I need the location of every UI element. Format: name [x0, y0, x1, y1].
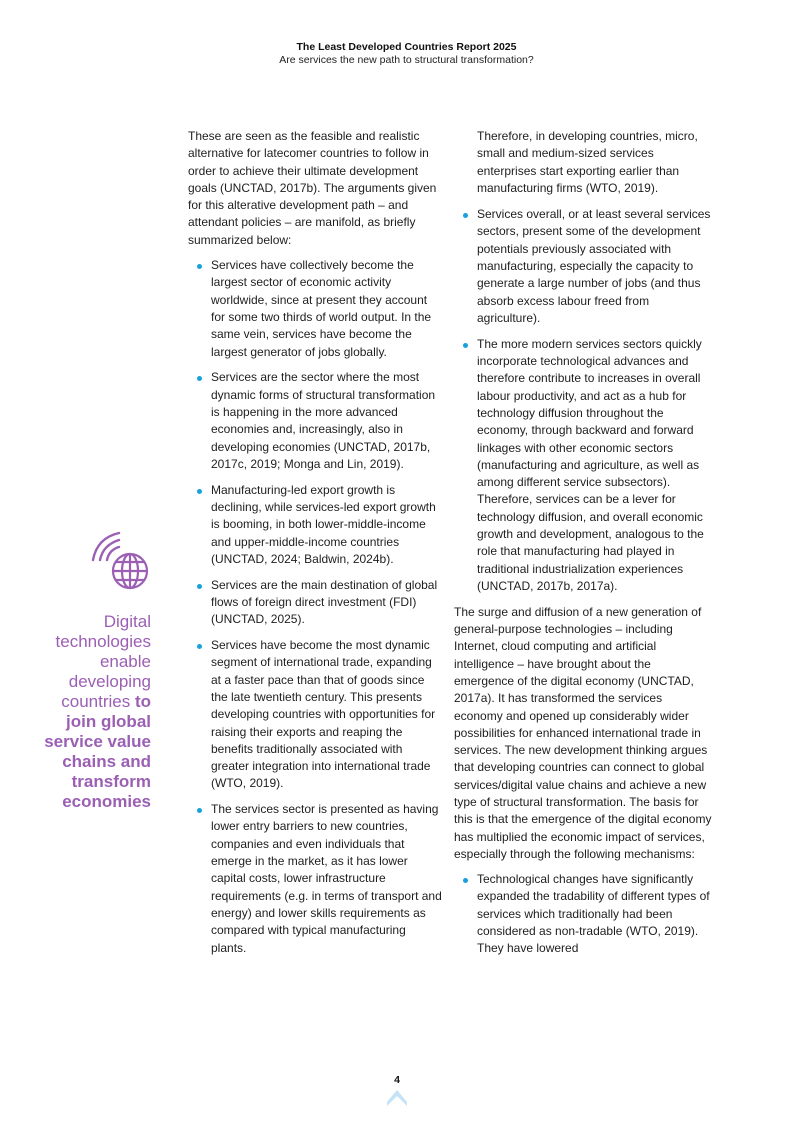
bullet-icon	[197, 489, 202, 494]
list-item	[188, 482, 443, 568]
list-item	[188, 577, 443, 629]
digital-economy-paragraph: The surge and diffusion of a new generation of general-purpose technologies – including Internet, cloud computing and artificial intelligence – have brought about the emergence of the digital economy (UNCTAD, 2017a). It has transformed the services economy and opened up considerably wider possibilities for enhanced international trade in services. The new development thinking argues that developing countries can connect to global services/digital value chains and achieve a new type of structural transformation. The basis for this is that the emergence of the digital economy has multiplied the economic impact of services, especially through the following mechanisms:	[454, 604, 712, 861]
list-item	[454, 336, 712, 595]
intro-paragraph: These are seen as the feasible and realistic alternative for latecomer countries to follow in order to achieve their ultimate development goals (UNCTAD, 2017b). The arguments given for this alterative development path – and attendant policies – are manifold, as briefly summarized below:	[188, 129, 437, 247]
callout-text	[40, 612, 151, 812]
list-item-text: Manufacturing-led export growth is declining, while services-led export growth is booming, in both lower-middle-income and upper-middle-income countries (UNCTAD, 2024; Baldwin, 2024b).	[211, 482, 436, 566]
bullet-icon	[197, 584, 202, 589]
bullet-icon	[197, 264, 202, 269]
list-item-text: The services sector is presented as having lower entry barriers to new countries, companies and even individuals that emerge in the market, as it has lower capital costs, lower infrastructure requirements (e.g. in terms of transport and energy) and lower skills requirements as compared with typical manufacturing plants.	[211, 802, 442, 955]
right-column	[454, 128, 712, 966]
list-item	[454, 871, 712, 957]
list-item-text: Technological changes have significantly expanded the tradability of different types of services which traditionally had been considered as non-tradable (WTO, 2019). They have lowered	[477, 872, 710, 956]
bullet-icon	[197, 808, 202, 813]
list-item-text: Services are the sector where the most dynamic forms of structural transformation is happening in the more advanced economies and, increasingly, also in developing economies (UNCTAD, 2017b, 2017c, 2019; Monga and Lin, 2019).	[211, 370, 436, 471]
report-subtitle: Are services the new path to structural transformation?	[279, 54, 534, 66]
list-item-text: Services are the main destination of global flows of foreign direct investment (FDI) (UNCTAD, 2025).	[211, 577, 438, 627]
list-item	[188, 257, 443, 361]
list-item	[188, 369, 443, 473]
bullet-icon	[463, 343, 468, 348]
list-item	[188, 637, 443, 793]
bullet-icon	[197, 644, 202, 649]
bullet-continuation: Therefore, in developing countries, micro, small and medium-sized services enterprises start exporting earlier than manufacturing firms (WTO, 2019).	[477, 129, 698, 195]
wifi-globe-icon	[89, 530, 151, 590]
bullet-icon	[463, 878, 468, 883]
arguments-list	[188, 257, 443, 957]
report-title: The Least Developed Countries Report 2025	[296, 41, 517, 53]
bullet-icon	[463, 213, 468, 218]
left-column	[188, 128, 443, 965]
list-item-text: Services have collectively become the largest sector of economic activity worldwide, since at present they account for some two thirds of world output. In the same vein, services have become the largest generator of jobs globally.	[211, 258, 432, 359]
arguments-list-continued	[454, 206, 712, 595]
list-item-text: Services have become the most dynamic segment of international trade, expanding at a faster pace than that of goods since the late twentieth century. This presents developing countries with opportunities for raising their exports and reaping the benefits traditionally associated with greater integration into international trade (WTO, 2019).	[211, 638, 436, 791]
sidebar-callout	[40, 530, 151, 812]
list-item-text: Services overall, or at least several services sectors, present some of the development potentials previously associated with manufacturing, especially the capacity to generate a large number of jobs (and thus absorb excess labour freed from agriculture).	[477, 207, 711, 325]
running-header	[0, 41, 793, 67]
chevron-up-icon[interactable]	[387, 1090, 407, 1106]
mechanisms-list	[454, 871, 712, 957]
list-item-text: The more modern services sectors quickly incorporate technological advances and therefore contribute to increases in overall labour productivity, and act as a hub for technology diffusion throughout the economy, through backward and forward linkages with other economic sectors (manufacturing and agriculture, as well as among different service subsectors). Therefore, services can be a lever for technology diffusion, and overall economic growth and development, analogous to the role that manufacturing had played in traditional industrialization experiences (UNCTAD, 2017b, 2017a).	[477, 336, 704, 593]
list-item	[454, 206, 712, 327]
bullet-icon	[197, 376, 202, 381]
page-footer	[0, 1074, 793, 1106]
callout-regular: Digital technologies enable developing countries	[55, 612, 151, 711]
page-number: 4	[394, 1074, 400, 1086]
list-item	[188, 801, 443, 957]
callout-bold: to join global service value chains and transform economies	[44, 692, 151, 811]
